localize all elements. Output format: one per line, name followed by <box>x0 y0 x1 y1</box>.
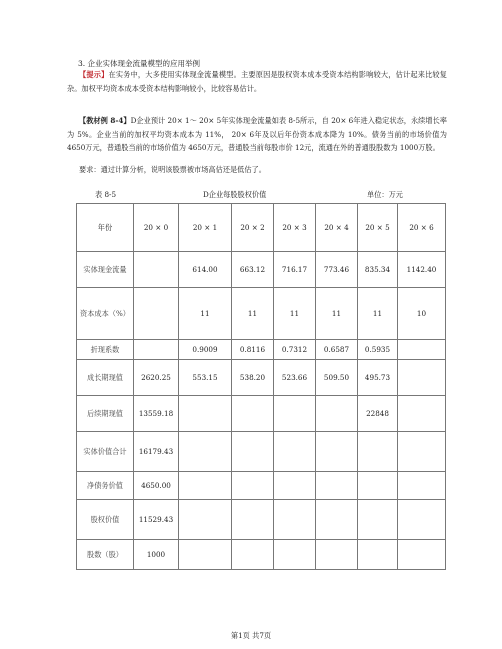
table-cell: 10 <box>398 288 446 340</box>
table-cell <box>179 432 232 472</box>
table-cell <box>398 432 446 472</box>
table-cell: 16179.43 <box>134 432 179 472</box>
table-cell: 4650.00 <box>134 472 179 500</box>
table-cell: 1000 <box>134 540 179 570</box>
table-cell <box>358 500 398 540</box>
table-row <box>77 360 446 396</box>
table-header-cell: 20 × 5 <box>358 204 398 252</box>
table-cell: 11 <box>274 288 316 340</box>
table-cell: 13559.18 <box>134 396 179 432</box>
table-row <box>77 472 446 500</box>
table-cell <box>316 500 358 540</box>
table-cell: 11 <box>179 288 232 340</box>
table-cell <box>179 500 232 540</box>
table-cell: 0.5935 <box>358 340 398 360</box>
table-cell: 11 <box>316 288 358 340</box>
table-header-cell: 20 × 4 <box>316 204 358 252</box>
table-cell: 773.46 <box>316 252 358 288</box>
table-header-cell: 20 × 0 <box>134 204 179 252</box>
table-cell <box>316 540 358 570</box>
row-label: 折现系数 <box>77 340 134 360</box>
table-cell <box>232 472 274 500</box>
table-cell <box>232 500 274 540</box>
table-cell <box>134 252 179 288</box>
table-cell <box>232 396 274 432</box>
example-label: 【教材例 8-4】 <box>79 116 131 125</box>
table-cell: 11 <box>232 288 274 340</box>
table-cell <box>274 432 316 472</box>
table-cell <box>274 540 316 570</box>
table-cell <box>274 472 316 500</box>
table-cell: 0.6587 <box>316 340 358 360</box>
table-cell: 22848 <box>358 396 398 432</box>
table-row <box>77 340 446 360</box>
table-cell <box>316 432 358 472</box>
table-row <box>77 540 446 570</box>
tip-text: 在实务中，大多使用实体现金流量模型。主要原因是股权资本成本受资本结构影响较大，估计起来比较复杂。加权平均资本成本受资本结构影响较小，比较容易估计。 <box>67 70 447 93</box>
row-label: 股数（股） <box>77 540 134 570</box>
table-cell <box>398 540 446 570</box>
table-cell: 1142.40 <box>398 252 446 288</box>
table-cell: 2620.25 <box>134 360 179 396</box>
table-cell <box>398 472 446 500</box>
table-cell <box>316 396 358 432</box>
requirement-paragraph: 要求：通过计算分析，说明该股票被市场高估还是低估了。 <box>79 165 266 174</box>
table-cell <box>398 500 446 540</box>
table-cell: 0.7312 <box>274 340 316 360</box>
table-cell: 11 <box>358 288 398 340</box>
table-unit: 单位：万元 <box>367 190 403 199</box>
table-cell: 509.50 <box>316 360 358 396</box>
table-cell <box>232 540 274 570</box>
table-cell <box>316 472 358 500</box>
row-label: 后续期现值 <box>77 396 134 432</box>
table-cell <box>274 396 316 432</box>
table-cell: 663.12 <box>232 252 274 288</box>
tip-label: 【提示】 <box>79 70 109 79</box>
table-cell: 0.9009 <box>179 340 232 360</box>
table-cell <box>134 340 179 360</box>
valuation-table <box>76 203 446 570</box>
table-cell: 0.8116 <box>232 340 274 360</box>
table-cell <box>398 396 446 432</box>
table-cell: 495.73 <box>358 360 398 396</box>
table-cell: 11529.43 <box>134 500 179 540</box>
table-cell: 614.00 <box>179 252 232 288</box>
table-header-cell: 20 × 3 <box>274 204 316 252</box>
table-cell <box>179 472 232 500</box>
table-row <box>77 396 446 432</box>
table-title: D企业每股股权价值 <box>203 190 267 199</box>
row-label: 成长期现值 <box>77 360 134 396</box>
table-cell: 716.17 <box>274 252 316 288</box>
table-header-cell: 年份 <box>77 204 134 252</box>
table-cell <box>179 540 232 570</box>
table-cell: 553.15 <box>179 360 232 396</box>
table-cell <box>179 396 232 432</box>
example-text: D企业预计 20× 1～ 20× 5年实体现金流量如表 8-5所示，自 20× 6年进入稳定状态，永续增长率为 5%。企业当前的加权平均资本成本为 11%， 20× 6年及以后年份资本成本降为 10%。债务当前的市场价值为 4650万元，普通股当前的市场价值为 4650万元，普通股当前每股市价 12元，流通在外的普通股股数为 1000万股。 <box>67 116 447 153</box>
row-label: 资本成本（%） <box>77 288 134 340</box>
row-label: 实体价值合计 <box>77 432 134 472</box>
table-number: 表 8-5 <box>95 190 117 199</box>
page-footer: 第1页 共7页 <box>230 631 272 640</box>
table-row <box>77 500 446 540</box>
tip-paragraph <box>67 68 447 95</box>
row-label: 净债务价值 <box>77 472 134 500</box>
row-label: 股权价值 <box>77 500 134 540</box>
table-cell <box>358 432 398 472</box>
table-header-cell: 20 × 1 <box>179 204 232 252</box>
table-cell <box>358 472 398 500</box>
table-cell <box>398 340 446 360</box>
table-cell: 538.20 <box>232 360 274 396</box>
section-heading: 3. 企业实体现金流量模型的应用举例 <box>78 59 201 68</box>
table-header-cell: 20 × 6 <box>398 204 446 252</box>
table-row <box>77 252 446 288</box>
table-row <box>77 288 446 340</box>
table-header-row <box>77 204 446 252</box>
row-label: 实体现金流量 <box>77 252 134 288</box>
table-cell <box>398 360 446 396</box>
table-row <box>77 432 446 472</box>
table-cell <box>232 432 274 472</box>
table-cell <box>358 540 398 570</box>
table-header-cell: 20 × 2 <box>232 204 274 252</box>
table-cell: 523.66 <box>274 360 316 396</box>
table-cell <box>274 500 316 540</box>
example-paragraph <box>67 114 447 155</box>
table-cell <box>134 288 179 340</box>
table-cell: 835.34 <box>358 252 398 288</box>
